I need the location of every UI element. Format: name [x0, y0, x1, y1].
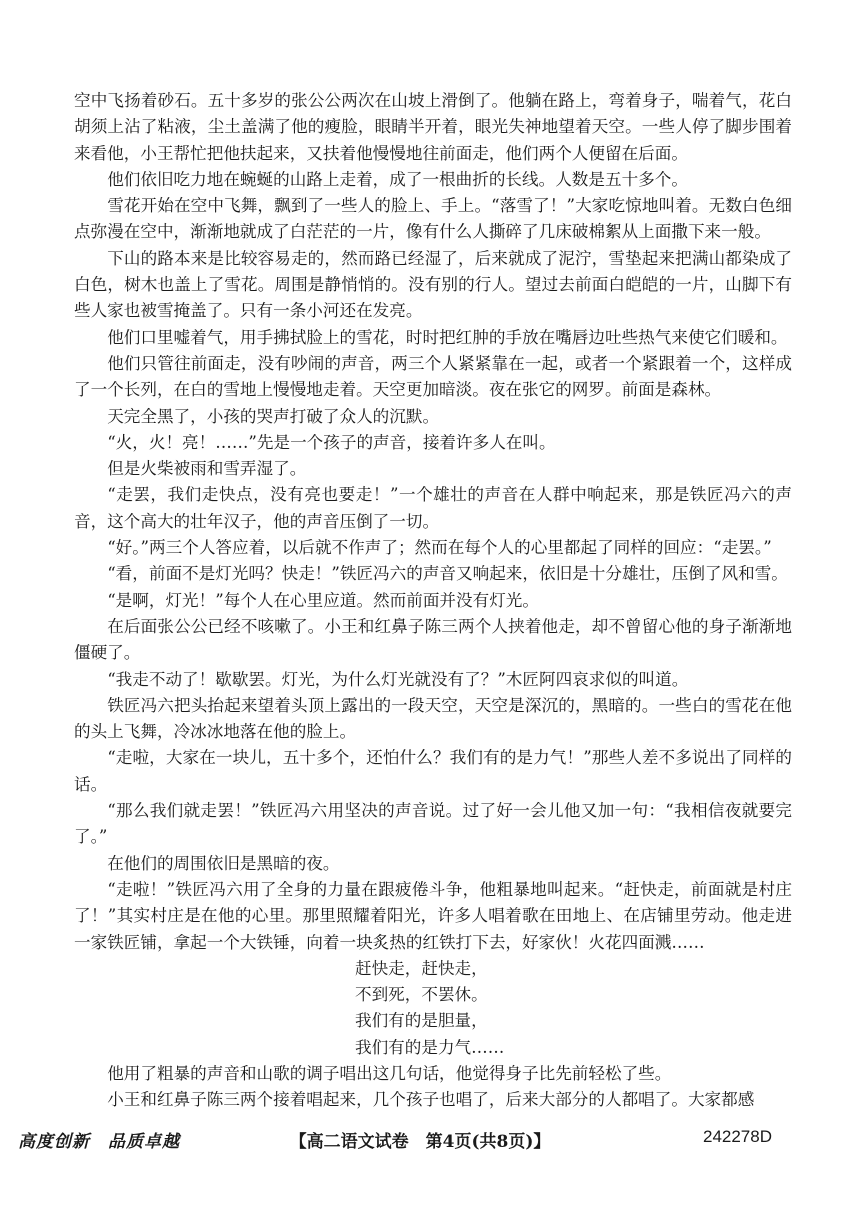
paragraph: “走罢，我们走快点，没有亮也要走！”一个雄壮的声音在人群中响起来，那是铁匠冯六的声音，这个高大的壮年汉子，他的声音压倒了一切。	[74, 485, 792, 531]
paragraph: “火，火！亮！……”先是一个孩子的声音，接着许多人在叫。	[107, 432, 556, 452]
paper-code: 242278D	[702, 1127, 772, 1146]
paragraph: 下山的路本来是比较容易走的，然而路已经湿了，后来就成了泥泞，雪垫起来把满山都染成了白色，树木也盖上了雪花。周围是静悄悄的。没有别的行人。望过去前面白皑皑的一片，山脚下有些人家也被雪掩盖了。只有一条小河还在发亮。	[74, 248, 792, 321]
paragraph: 雪花开始在空中飞舞，飘到了一些人的脸上、手上。“落雪了！”大家吃惊地叫着。无数白色细点弥漫在空中，渐渐地就成了白茫茫的一片，像有什么人撕碎了几床破棉絮从上面撒下来一般。	[74, 196, 792, 242]
paragraph: “走啦！”铁匠冯六用了全身的力量在跟疲倦斗争，他粗暴地叫起来。“赶快走，前面就是村庄了！”其实村庄是在他的心里。那里照耀着阳光，许多人唱着歌在田地上、在店铺里劳动。他走进一家铁匠铺，拿起一个大铁锤，向着一块炙热的红铁打下去，好家伙！火花四面溅……	[74, 879, 792, 952]
page-footer	[0, 1127, 860, 1157]
lyric-line: 我们有的是胆量，	[355, 1011, 488, 1031]
paragraph: “那么我们就走罢！”铁匠冯六用坚决的声音说。过了好一会儿他又加一句：“我相信夜就要完了。”	[74, 801, 792, 847]
lyric-line: 我们有的是力气……	[355, 1037, 505, 1057]
lyric-line: 不到死，不罢休。	[355, 985, 488, 1005]
paragraph: 铁匠冯六把头抬起来望着头顶上露出的一段天空，天空是深沉的，黑暗的。一些白的雪花在他的头上飞舞，冷冰冰地落在他的脸上。	[74, 695, 792, 742]
paragraph: 天完全黑了，小孩的哭声打破了众人的沉默。	[107, 406, 440, 426]
paragraph: 在他们的周围依旧是黑暗的夜。	[107, 853, 340, 873]
paragraph: 但是火柴被雨和雪弄湿了。	[107, 459, 307, 479]
paragraph: 在后面张公公已经不咳嗽了。小王和红鼻子陈三两个人挟着他走，却不曾留心他的身子渐渐地僵硬了。	[74, 616, 792, 663]
footer-slogan: 高度创新 品质卓越	[18, 1132, 180, 1152]
paragraph: 小王和红鼻子陈三两个接着唱起来，几个孩子也唱了，后来大部分的人都唱了。大家都感	[107, 1090, 755, 1110]
paragraph: “我走不动了！歇歇罢。灯光，为什么灯光就没有了？”木匠阿四哀求似的叫道。	[107, 669, 689, 689]
paragraph: “看，前面不是灯光吗？快走！”铁匠冯六的声音又响起来，依旧是十分雄壮，压倒了风和雪。	[107, 564, 788, 584]
passage-paragraphs	[74, 88, 792, 956]
paragraph: 空中飞扬着砂石。五十多岁的张公公两次在山坡上滑倒了。他躺在路上，弯着身子，喘着气，花白胡须上沾了粘液，尘土盖满了他的瘦脸，眼睛半开着，眼光失神地望着天空。一些人停了脚步围着来看他，小王帮忙把他扶起来，又扶着他慢慢地往前面走，他们两个人便留在后面。	[74, 91, 792, 163]
lyric-line: 赶快走，赶快走，	[355, 958, 488, 978]
paragraph: “是啊，灯光！”每个人在心里应道。然而前面并没有灯光。	[107, 590, 539, 610]
song-lyrics	[355, 956, 792, 1061]
reading-passage	[74, 88, 792, 1114]
exam-title-page-number: 【高二语文试卷 第4页(共8页)】	[289, 1132, 551, 1152]
paragraph: 他们依旧吃力地在蜿蜒的山路上走着，成了一根曲折的长线。人数是五十多个。	[107, 169, 688, 189]
passage-paragraphs-continued	[74, 1061, 792, 1114]
paragraph: “好。”两三个人答应着，以后就不作声了；然而在每个人的心里都起了同样的回应：“走罢。”	[107, 538, 772, 558]
paragraph: 他们口里嘘着气，用手拂拭脸上的雪花，时时把红肿的手放在嘴唇边吐些热气来使它们暖和。	[107, 327, 788, 347]
paragraph: “走啦，大家在一块儿，五十多个，还怕什么？我们有的是力气！”那些人差不多说出了同样的话。	[74, 748, 792, 794]
paragraph: 他用了粗暴的声音和山歌的调子唱出这几句话，他觉得身子比先前轻松了些。	[107, 1063, 672, 1083]
paragraph: 他们只管往前面走，没有吵闹的声音，两三个人紧紧靠在一起，或者一个紧跟着一个，这样成了一个长列，在白的雪地上慢慢地走着。天空更加暗淡。夜在张它的网罗。前面是森林。	[74, 353, 792, 400]
